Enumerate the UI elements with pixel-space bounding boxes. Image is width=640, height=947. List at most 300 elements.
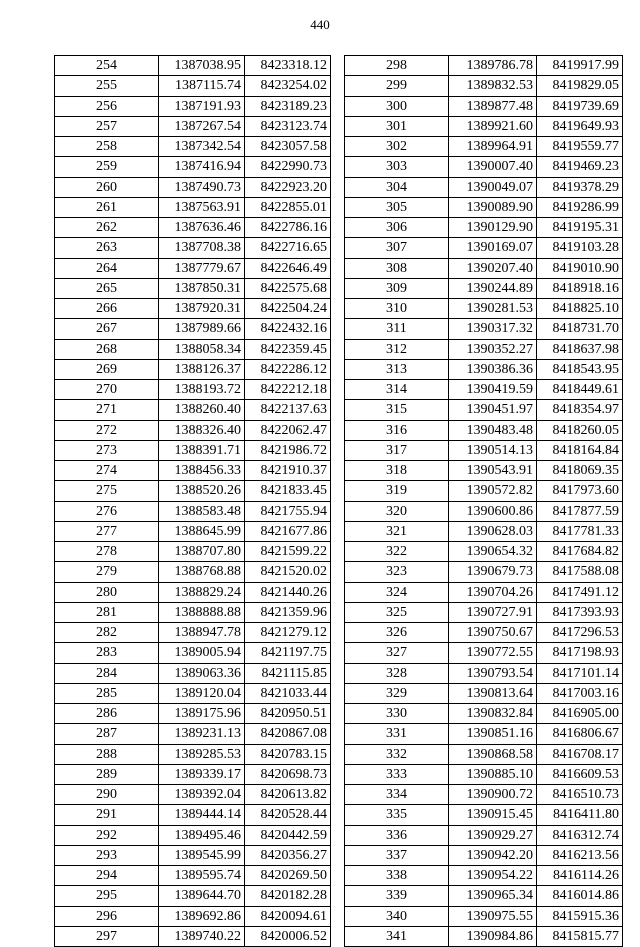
- point-number-cell: 295: [55, 886, 159, 906]
- y-coordinate-cell: 8422786.16: [245, 218, 331, 238]
- point-number-cell: 334: [345, 785, 449, 805]
- point-number-cell: 259: [55, 157, 159, 177]
- y-coordinate-cell: 8419195.31: [537, 218, 623, 238]
- y-coordinate-cell: 8415815.77: [537, 926, 623, 946]
- point-number-cell: 294: [55, 866, 159, 886]
- x-coordinate-cell: 1390386.36: [449, 359, 537, 379]
- x-coordinate-cell: 1390169.07: [449, 238, 537, 258]
- y-coordinate-cell: 8423254.02: [245, 76, 331, 96]
- table-row: [55, 116, 331, 136]
- x-coordinate-cell: 1390089.90: [449, 197, 537, 217]
- point-number-cell: 258: [55, 137, 159, 157]
- point-number-cell: 315: [345, 400, 449, 420]
- x-coordinate-cell: 1387038.95: [159, 56, 245, 76]
- table-row: [345, 663, 623, 683]
- y-coordinate-cell: 8420867.08: [245, 724, 331, 744]
- point-number-cell: 292: [55, 825, 159, 845]
- x-coordinate-cell: 1390129.90: [449, 218, 537, 238]
- point-number-cell: 339: [345, 886, 449, 906]
- y-coordinate-cell: 8417491.12: [537, 582, 623, 602]
- x-coordinate-cell: 1388126.37: [159, 359, 245, 379]
- table-row: [345, 866, 623, 886]
- point-number-cell: 277: [55, 521, 159, 541]
- x-coordinate-cell: 1389545.99: [159, 845, 245, 865]
- table-row: [55, 137, 331, 157]
- point-number-cell: 276: [55, 501, 159, 521]
- table-row: [55, 683, 331, 703]
- point-number-cell: 333: [345, 764, 449, 784]
- y-coordinate-cell: 8421986.72: [245, 440, 331, 460]
- x-coordinate-cell: 1388193.72: [159, 380, 245, 400]
- y-coordinate-cell: 8422212.18: [245, 380, 331, 400]
- x-coordinate-cell: 1390628.03: [449, 521, 537, 541]
- point-number-cell: 302: [345, 137, 449, 157]
- x-coordinate-cell: 1390317.32: [449, 319, 537, 339]
- x-coordinate-cell: 1389877.48: [449, 96, 537, 116]
- x-coordinate-cell: 1390793.54: [449, 663, 537, 683]
- point-number-cell: 300: [345, 96, 449, 116]
- point-number-cell: 303: [345, 157, 449, 177]
- table-row: [345, 380, 623, 400]
- y-coordinate-cell: 8419559.77: [537, 137, 623, 157]
- point-number-cell: 301: [345, 116, 449, 136]
- y-coordinate-cell: 8423189.23: [245, 96, 331, 116]
- point-number-cell: 257: [55, 116, 159, 136]
- x-coordinate-cell: 1390868.58: [449, 744, 537, 764]
- table-row: [55, 602, 331, 622]
- y-coordinate-cell: 8418260.05: [537, 420, 623, 440]
- x-coordinate-cell: 1389692.86: [159, 906, 245, 926]
- point-number-cell: 284: [55, 663, 159, 683]
- y-coordinate-cell: 8417877.59: [537, 501, 623, 521]
- point-number-cell: 288: [55, 744, 159, 764]
- y-coordinate-cell: 8422990.73: [245, 157, 331, 177]
- x-coordinate-cell: 1387563.91: [159, 197, 245, 217]
- y-coordinate-cell: 8419469.23: [537, 157, 623, 177]
- point-number-cell: 271: [55, 400, 159, 420]
- x-coordinate-cell: 1389063.36: [159, 663, 245, 683]
- y-coordinate-cell: 8417684.82: [537, 542, 623, 562]
- table-row: [345, 481, 623, 501]
- point-number-cell: 319: [345, 481, 449, 501]
- x-coordinate-cell: 1387920.31: [159, 299, 245, 319]
- y-coordinate-cell: 8420269.50: [245, 866, 331, 886]
- y-coordinate-cell: 8421197.75: [245, 643, 331, 663]
- point-number-cell: 296: [55, 906, 159, 926]
- x-coordinate-cell: 1390942.20: [449, 845, 537, 865]
- table-row: [345, 562, 623, 582]
- point-number-cell: 283: [55, 643, 159, 663]
- point-number-cell: 325: [345, 602, 449, 622]
- table-row: [55, 785, 331, 805]
- x-coordinate-cell: 1390772.55: [449, 643, 537, 663]
- table-row: [345, 582, 623, 602]
- y-coordinate-cell: 8420094.61: [245, 906, 331, 926]
- table-row: [55, 663, 331, 683]
- x-coordinate-cell: 1387490.73: [159, 177, 245, 197]
- x-coordinate-cell: 1389832.53: [449, 76, 537, 96]
- y-coordinate-cell: 8417101.14: [537, 663, 623, 683]
- point-number-cell: 298: [345, 56, 449, 76]
- y-coordinate-cell: 8421599.22: [245, 542, 331, 562]
- table-row: [345, 177, 623, 197]
- y-coordinate-cell: 8423318.12: [245, 56, 331, 76]
- y-coordinate-cell: 8416411.80: [537, 805, 623, 825]
- page-number: 440: [310, 17, 330, 32]
- table-row: [345, 845, 623, 865]
- y-coordinate-cell: 8422137.63: [245, 400, 331, 420]
- point-number-cell: 268: [55, 339, 159, 359]
- table-row: [55, 481, 331, 501]
- point-number-cell: 312: [345, 339, 449, 359]
- y-coordinate-cell: 8419010.90: [537, 258, 623, 278]
- x-coordinate-cell: 1390813.64: [449, 683, 537, 703]
- x-coordinate-cell: 1388829.24: [159, 582, 245, 602]
- y-coordinate-cell: 8421520.02: [245, 562, 331, 582]
- table-row: [55, 197, 331, 217]
- point-number-cell: 261: [55, 197, 159, 217]
- table-row: [55, 157, 331, 177]
- table-row: [345, 197, 623, 217]
- table-row: [345, 461, 623, 481]
- y-coordinate-cell: 8421440.26: [245, 582, 331, 602]
- coordinates-table-right: [344, 55, 623, 947]
- point-number-cell: 266: [55, 299, 159, 319]
- table-row: [345, 440, 623, 460]
- table-row: [55, 724, 331, 744]
- table-row: [55, 359, 331, 379]
- point-number-cell: 299: [345, 76, 449, 96]
- x-coordinate-cell: 1390915.45: [449, 805, 537, 825]
- table-row: [55, 218, 331, 238]
- y-coordinate-cell: 8420442.59: [245, 825, 331, 845]
- x-coordinate-cell: 1390514.13: [449, 440, 537, 460]
- y-coordinate-cell: 8422504.24: [245, 299, 331, 319]
- x-coordinate-cell: 1390419.59: [449, 380, 537, 400]
- y-coordinate-cell: 8419829.05: [537, 76, 623, 96]
- table-row: [55, 623, 331, 643]
- point-number-cell: 290: [55, 785, 159, 805]
- table-row: [55, 238, 331, 258]
- y-coordinate-cell: 8416014.86: [537, 886, 623, 906]
- point-number-cell: 274: [55, 461, 159, 481]
- table-row: [55, 420, 331, 440]
- x-coordinate-cell: 1388326.40: [159, 420, 245, 440]
- table-row: [55, 825, 331, 845]
- point-number-cell: 318: [345, 461, 449, 481]
- table-row: [345, 96, 623, 116]
- x-coordinate-cell: 1390965.34: [449, 886, 537, 906]
- x-coordinate-cell: 1390451.97: [449, 400, 537, 420]
- y-coordinate-cell: 8418069.35: [537, 461, 623, 481]
- y-coordinate-cell: 8419649.93: [537, 116, 623, 136]
- x-coordinate-cell: 1388645.99: [159, 521, 245, 541]
- x-coordinate-cell: 1389921.60: [449, 116, 537, 136]
- table-row: [345, 704, 623, 724]
- point-number-cell: 289: [55, 764, 159, 784]
- table-row: [55, 744, 331, 764]
- point-number-cell: 278: [55, 542, 159, 562]
- x-coordinate-cell: 1390207.40: [449, 258, 537, 278]
- x-coordinate-cell: 1388947.78: [159, 623, 245, 643]
- point-number-cell: 311: [345, 319, 449, 339]
- y-coordinate-cell: 8416213.56: [537, 845, 623, 865]
- table-row: [55, 542, 331, 562]
- y-coordinate-cell: 8421115.85: [245, 663, 331, 683]
- point-number-cell: 336: [345, 825, 449, 845]
- x-coordinate-cell: 1387779.67: [159, 258, 245, 278]
- table-row: [345, 724, 623, 744]
- y-coordinate-cell: 8420006.52: [245, 926, 331, 946]
- point-number-cell: 272: [55, 420, 159, 440]
- y-coordinate-cell: 8417588.08: [537, 562, 623, 582]
- table-row: [345, 926, 623, 946]
- table-row: [55, 704, 331, 724]
- x-coordinate-cell: 1390929.27: [449, 825, 537, 845]
- y-coordinate-cell: 8417296.53: [537, 623, 623, 643]
- point-number-cell: 337: [345, 845, 449, 865]
- y-coordinate-cell: 8416312.74: [537, 825, 623, 845]
- x-coordinate-cell: 1387115.74: [159, 76, 245, 96]
- x-coordinate-cell: 1390281.53: [449, 299, 537, 319]
- table-row: [345, 602, 623, 622]
- x-coordinate-cell: 1390049.07: [449, 177, 537, 197]
- point-number-cell: 313: [345, 359, 449, 379]
- table-row: [345, 744, 623, 764]
- point-number-cell: 264: [55, 258, 159, 278]
- point-number-cell: 267: [55, 319, 159, 339]
- table-row: [345, 137, 623, 157]
- x-coordinate-cell: 1390244.89: [449, 278, 537, 298]
- x-coordinate-cell: 1388260.40: [159, 400, 245, 420]
- table-row: [345, 359, 623, 379]
- y-coordinate-cell: 8421359.96: [245, 602, 331, 622]
- y-coordinate-cell: 8422855.01: [245, 197, 331, 217]
- table-row: [345, 218, 623, 238]
- y-coordinate-cell: 8418918.16: [537, 278, 623, 298]
- x-coordinate-cell: 1388768.88: [159, 562, 245, 582]
- point-number-cell: 335: [345, 805, 449, 825]
- y-coordinate-cell: 8416609.53: [537, 764, 623, 784]
- table-row: [345, 683, 623, 703]
- table-row: [55, 764, 331, 784]
- table-row: [345, 278, 623, 298]
- x-coordinate-cell: 1390572.82: [449, 481, 537, 501]
- table-row: [55, 339, 331, 359]
- x-coordinate-cell: 1387636.46: [159, 218, 245, 238]
- y-coordinate-cell: 8420528.44: [245, 805, 331, 825]
- x-coordinate-cell: 1389120.04: [159, 683, 245, 703]
- table-row: [55, 461, 331, 481]
- x-coordinate-cell: 1390600.86: [449, 501, 537, 521]
- point-number-cell: 285: [55, 683, 159, 703]
- table-row: [55, 177, 331, 197]
- table-row: [345, 420, 623, 440]
- y-coordinate-cell: 8416806.67: [537, 724, 623, 744]
- table-row: [55, 643, 331, 663]
- y-coordinate-cell: 8421910.37: [245, 461, 331, 481]
- point-number-cell: 305: [345, 197, 449, 217]
- x-coordinate-cell: 1388583.48: [159, 501, 245, 521]
- y-coordinate-cell: 8422359.45: [245, 339, 331, 359]
- x-coordinate-cell: 1390750.67: [449, 623, 537, 643]
- point-number-cell: 256: [55, 96, 159, 116]
- table-row: [345, 906, 623, 926]
- table-row: [345, 339, 623, 359]
- point-number-cell: 263: [55, 238, 159, 258]
- y-coordinate-cell: 8421755.94: [245, 501, 331, 521]
- y-coordinate-cell: 8415915.36: [537, 906, 623, 926]
- point-number-cell: 323: [345, 562, 449, 582]
- y-coordinate-cell: 8416114.26: [537, 866, 623, 886]
- x-coordinate-cell: 1389595.74: [159, 866, 245, 886]
- table-row: [345, 258, 623, 278]
- x-coordinate-cell: 1390727.91: [449, 602, 537, 622]
- point-number-cell: 326: [345, 623, 449, 643]
- x-coordinate-cell: 1389231.13: [159, 724, 245, 744]
- y-coordinate-cell: 8422716.65: [245, 238, 331, 258]
- y-coordinate-cell: 8418637.98: [537, 339, 623, 359]
- x-coordinate-cell: 1388456.33: [159, 461, 245, 481]
- point-number-cell: 255: [55, 76, 159, 96]
- x-coordinate-cell: 1389175.96: [159, 704, 245, 724]
- y-coordinate-cell: 8418731.70: [537, 319, 623, 339]
- table-row: [345, 542, 623, 562]
- point-number-cell: 340: [345, 906, 449, 926]
- point-number-cell: 297: [55, 926, 159, 946]
- point-number-cell: 320: [345, 501, 449, 521]
- y-coordinate-cell: 8421033.44: [245, 683, 331, 703]
- point-number-cell: 321: [345, 521, 449, 541]
- point-number-cell: 306: [345, 218, 449, 238]
- y-coordinate-cell: 8418449.61: [537, 380, 623, 400]
- table-row: [55, 76, 331, 96]
- x-coordinate-cell: 1389495.46: [159, 825, 245, 845]
- x-coordinate-cell: 1387708.38: [159, 238, 245, 258]
- y-coordinate-cell: 8416708.17: [537, 744, 623, 764]
- point-number-cell: 262: [55, 218, 159, 238]
- point-number-cell: 327: [345, 643, 449, 663]
- table-row: [55, 96, 331, 116]
- y-coordinate-cell: 8421833.45: [245, 481, 331, 501]
- table-row: [345, 764, 623, 784]
- y-coordinate-cell: 8420698.73: [245, 764, 331, 784]
- y-coordinate-cell: 8417003.16: [537, 683, 623, 703]
- y-coordinate-cell: 8419917.99: [537, 56, 623, 76]
- x-coordinate-cell: 1390352.27: [449, 339, 537, 359]
- point-number-cell: 275: [55, 481, 159, 501]
- point-number-cell: 317: [345, 440, 449, 460]
- y-coordinate-cell: 8422923.20: [245, 177, 331, 197]
- x-coordinate-cell: 1388520.26: [159, 481, 245, 501]
- x-coordinate-cell: 1390851.16: [449, 724, 537, 744]
- x-coordinate-cell: 1389005.94: [159, 643, 245, 663]
- x-coordinate-cell: 1387342.54: [159, 137, 245, 157]
- table-row: [55, 866, 331, 886]
- table-row: [345, 886, 623, 906]
- table-row: [345, 299, 623, 319]
- x-coordinate-cell: 1387850.31: [159, 278, 245, 298]
- x-coordinate-cell: 1390704.26: [449, 582, 537, 602]
- point-number-cell: 287: [55, 724, 159, 744]
- x-coordinate-cell: 1390954.22: [449, 866, 537, 886]
- point-number-cell: 281: [55, 602, 159, 622]
- x-coordinate-cell: 1387989.66: [159, 319, 245, 339]
- x-coordinate-cell: 1388391.71: [159, 440, 245, 460]
- point-number-cell: 331: [345, 724, 449, 744]
- x-coordinate-cell: 1390654.32: [449, 542, 537, 562]
- table-row: [55, 319, 331, 339]
- point-number-cell: 329: [345, 683, 449, 703]
- x-coordinate-cell: 1388058.34: [159, 339, 245, 359]
- y-coordinate-cell: 8421677.86: [245, 521, 331, 541]
- x-coordinate-cell: 1389339.17: [159, 764, 245, 784]
- y-coordinate-cell: 8418825.10: [537, 299, 623, 319]
- x-coordinate-cell: 1390885.10: [449, 764, 537, 784]
- x-coordinate-cell: 1389285.53: [159, 744, 245, 764]
- x-coordinate-cell: 1389644.70: [159, 886, 245, 906]
- y-coordinate-cell: 8422575.68: [245, 278, 331, 298]
- point-number-cell: 308: [345, 258, 449, 278]
- y-coordinate-cell: 8416905.00: [537, 704, 623, 724]
- point-number-cell: 310: [345, 299, 449, 319]
- point-number-cell: 279: [55, 562, 159, 582]
- x-coordinate-cell: 1389444.14: [159, 805, 245, 825]
- y-coordinate-cell: 8417781.33: [537, 521, 623, 541]
- y-coordinate-cell: 8417973.60: [537, 481, 623, 501]
- y-coordinate-cell: 8417198.93: [537, 643, 623, 663]
- point-number-cell: 316: [345, 420, 449, 440]
- point-number-cell: 270: [55, 380, 159, 400]
- point-number-cell: 332: [345, 744, 449, 764]
- point-number-cell: 304: [345, 177, 449, 197]
- x-coordinate-cell: 1390543.91: [449, 461, 537, 481]
- table-row: [55, 278, 331, 298]
- table-row: [345, 501, 623, 521]
- y-coordinate-cell: 8419103.28: [537, 238, 623, 258]
- y-coordinate-cell: 8419739.69: [537, 96, 623, 116]
- x-coordinate-cell: 1390900.72: [449, 785, 537, 805]
- table-row: [345, 521, 623, 541]
- table-row: [55, 380, 331, 400]
- table-row: [55, 886, 331, 906]
- y-coordinate-cell: 8422062.47: [245, 420, 331, 440]
- y-coordinate-cell: 8420182.28: [245, 886, 331, 906]
- point-number-cell: 309: [345, 278, 449, 298]
- point-number-cell: 293: [55, 845, 159, 865]
- x-coordinate-cell: 1390984.86: [449, 926, 537, 946]
- table-row: [55, 299, 331, 319]
- y-coordinate-cell: 8417393.93: [537, 602, 623, 622]
- x-coordinate-cell: 1387191.93: [159, 96, 245, 116]
- table-row: [345, 319, 623, 339]
- point-number-cell: 273: [55, 440, 159, 460]
- table-row: [345, 116, 623, 136]
- table-row: [345, 56, 623, 76]
- table-row: [345, 643, 623, 663]
- point-number-cell: 286: [55, 704, 159, 724]
- table-row: [55, 258, 331, 278]
- table-row: [55, 521, 331, 541]
- table-row: [345, 785, 623, 805]
- y-coordinate-cell: 8423057.58: [245, 137, 331, 157]
- x-coordinate-cell: 1390679.73: [449, 562, 537, 582]
- table-row: [345, 400, 623, 420]
- point-number-cell: 330: [345, 704, 449, 724]
- point-number-cell: 280: [55, 582, 159, 602]
- x-coordinate-cell: 1388707.80: [159, 542, 245, 562]
- point-number-cell: 282: [55, 623, 159, 643]
